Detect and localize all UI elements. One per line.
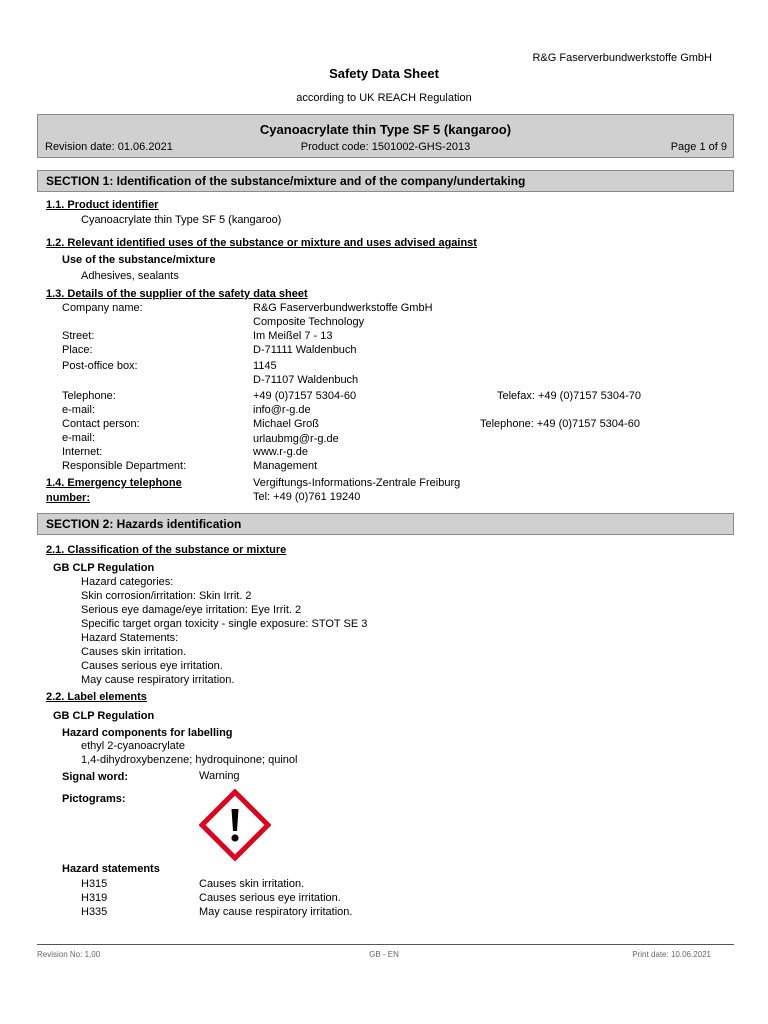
subsection-2-1-title: 2.1. Classification of the substance or mixture <box>46 544 287 556</box>
email-label: e-mail: <box>62 404 96 416</box>
product-header-box <box>37 114 734 158</box>
email2-value: urlaubmg@r-g.de <box>253 433 339 445</box>
contact-person-label: Contact person: <box>62 418 140 430</box>
emergency-phone: Tel: +49 (0)761 19240 <box>253 491 361 503</box>
clp-regulation-label: GB CLP Regulation <box>53 562 155 574</box>
telephone-label: Telephone: <box>62 390 116 402</box>
contact-person-value: Michael Groß <box>253 418 320 430</box>
exclamation-mark-pictogram-icon <box>199 789 271 861</box>
classification-line: Causes serious eye irritation. <box>81 660 223 672</box>
hazard-statements-label: Hazard statements <box>62 863 160 875</box>
subsection-1-2-title: 1.2. Relevant identified uses of the substance or mixture and uses advised against <box>46 237 477 249</box>
footer-print-date: Print date: 10.06.2021 <box>632 950 711 959</box>
subsection-1-4-title-line1: 1.4. Emergency telephone <box>46 477 182 489</box>
document-title: Safety Data Sheet <box>329 66 439 81</box>
subsection-1-3-title: 1.3. Details of the supplier of the safety data sheet <box>46 288 308 300</box>
contact-telephone: Telephone: +49 (0)7157 5304-60 <box>480 418 640 430</box>
place-label: Place: <box>62 344 93 356</box>
footer-divider <box>37 944 734 945</box>
clp-regulation-label-2: GB CLP Regulation <box>53 710 155 722</box>
statement-text: Causes skin irritation. <box>199 878 305 890</box>
pictograms-label: Pictograms: <box>62 793 126 805</box>
section-2-header: SECTION 2: Hazards identification <box>37 513 734 535</box>
subsection-1-1-title: 1.1. Product identifier <box>46 199 159 211</box>
footer-revision-no: Revision No: 1,00 <box>37 950 101 959</box>
product-name: Cyanoacrylate thin Type SF 5 (kangaroo) <box>259 122 512 137</box>
street-value: Im Meißel 7 - 13 <box>253 330 333 342</box>
subsection-1-4-title-line2: number: <box>46 492 90 504</box>
department-value: Management <box>253 460 318 472</box>
company-name-value: R&G Faserverbundwerkstoffe GmbH <box>253 302 433 314</box>
classification-line: Specific target organ toxicity - single exposure: STOT SE 3 <box>81 618 368 630</box>
section-1-header: SECTION 1: Identification of the substance/mixture and of the company/undertaking <box>37 170 734 192</box>
emergency-center: Vergiftungs-Informations-Zentrale Freiburg <box>253 477 461 489</box>
email-value: info@r-g.de <box>253 404 311 416</box>
subsection-2-2-title: 2.2. Label elements <box>46 691 147 703</box>
pobox-value: 1145 <box>253 360 277 372</box>
place-value: D-71111 Waldenbuch <box>253 344 357 356</box>
statement-text: Causes serious eye irritation. <box>199 892 341 904</box>
telephone-value: +49 (0)7157 5304-60 <box>253 390 357 402</box>
pobox-label: Post-office box: <box>62 360 138 372</box>
classification-line: Skin corrosion/irritation: Skin Irrit. 2 <box>81 590 252 602</box>
internet-value: www.r-g.de <box>253 446 309 458</box>
email2-label: e-mail: <box>62 432 96 444</box>
pobox-value-2: D-71107 Waldenbuch <box>253 374 359 386</box>
classification-line: May cause respiratory irritation. <box>81 674 235 686</box>
statement-code: H319 <box>81 892 108 904</box>
product-identifier-value: Cyanoacrylate thin Type SF 5 (kangaroo) <box>81 214 282 226</box>
internet-label: Internet: <box>62 446 103 458</box>
signal-word-label: Signal word: <box>62 771 128 783</box>
use-label: Use of the substance/mixture <box>62 254 216 266</box>
page-number: Page 1 of 9 <box>670 141 727 153</box>
classification-line: Hazard Statements: <box>81 632 179 644</box>
use-value: Adhesives, sealants <box>81 270 179 282</box>
company-name-label: Company name: <box>62 302 143 314</box>
statement-text: May cause respiratory irritation. <box>199 906 353 918</box>
hazard-components-label: Hazard components for labelling <box>62 727 233 739</box>
footer-language: GB - EN <box>369 950 399 959</box>
hazard-component: 1,4-dihydroxybenzene; hydroquinone; quinol <box>81 754 298 766</box>
revision-date: Revision date: 01.06.2021 <box>45 141 173 153</box>
department-label: Responsible Department: <box>62 460 187 472</box>
street-label: Street: <box>62 330 95 342</box>
classification-line: Hazard categories: <box>81 576 174 588</box>
telefax-value: Telefax: +49 (0)7157 5304-70 <box>497 390 642 402</box>
company-name-value-2: Composite Technology <box>253 316 365 328</box>
statement-code: H315 <box>81 878 108 890</box>
product-code: Product code: 1501002-GHS-2013 <box>300 141 471 153</box>
classification-line: Serious eye damage/eye irritation: Eye Irrit. 2 <box>81 604 302 616</box>
classification-line: Causes skin irritation. <box>81 646 187 658</box>
header-company: R&G Faserverbundwerkstoffe GmbH <box>532 52 712 64</box>
signal-word-value: Warning <box>199 770 240 782</box>
hazard-component: ethyl 2-cyanoacrylate <box>81 740 185 752</box>
statement-code: H335 <box>81 906 108 918</box>
document-subtitle: according to UK REACH Regulation <box>296 92 472 104</box>
